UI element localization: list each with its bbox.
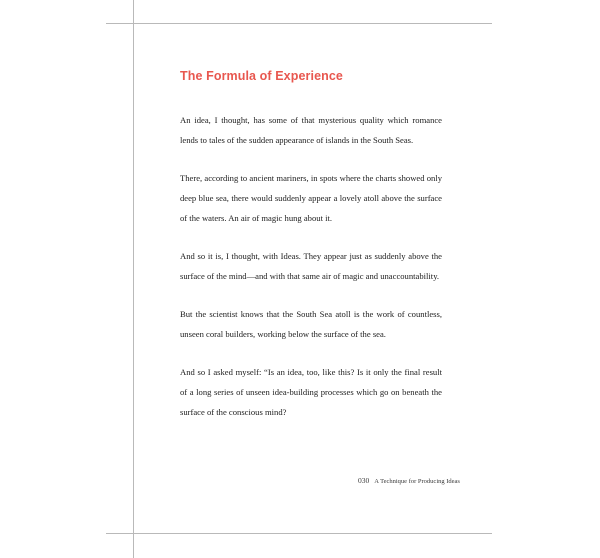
paragraph: [180, 246, 442, 286]
body-text: [180, 110, 442, 440]
text-line: lends to tales of the sudden appearance of islands in the South Seas.: [180, 135, 414, 145]
text-line: surface of the conscious mind?: [180, 407, 287, 417]
vertical-margin-rule: [133, 0, 134, 558]
top-crop-rule: [106, 23, 492, 24]
text-line: of the waters. An air of magic hung about it.: [180, 213, 333, 223]
paragraph: [180, 362, 442, 422]
running-title: A Technique for Producing Ideas: [374, 478, 460, 485]
page-footer: [358, 476, 460, 485]
text-line: of a long series of unseen idea-building processes which go on beneath the: [180, 387, 442, 397]
chapter-heading: The Formula of Experience: [180, 69, 343, 83]
paragraph: [180, 304, 442, 344]
paragraph: [180, 168, 442, 228]
page-number: 030: [358, 476, 370, 485]
text-line: And so it is, I thought, with Ideas. They appear just as suddenly above the: [180, 251, 442, 261]
text-line: And so I asked myself: “Is an idea, too, like this? Is it only the final result: [180, 367, 442, 377]
text-line: An idea, I thought, has some of that mysterious quality which romance: [180, 115, 442, 125]
paragraph: [180, 110, 442, 150]
text-line: deep blue sea, there would suddenly appear a lovely atoll above the surface: [180, 193, 442, 203]
text-line: There, according to ancient mariners, in spots where the charts showed only: [180, 173, 442, 183]
text-line: unseen coral builders, working below the surface of the sea.: [180, 329, 386, 339]
text-line: surface of the mind—and with that same air of magic and unaccountability.: [180, 271, 440, 281]
bottom-crop-rule: [106, 533, 492, 534]
text-line: But the scientist knows that the South Sea atoll is the work of countless,: [180, 309, 442, 319]
